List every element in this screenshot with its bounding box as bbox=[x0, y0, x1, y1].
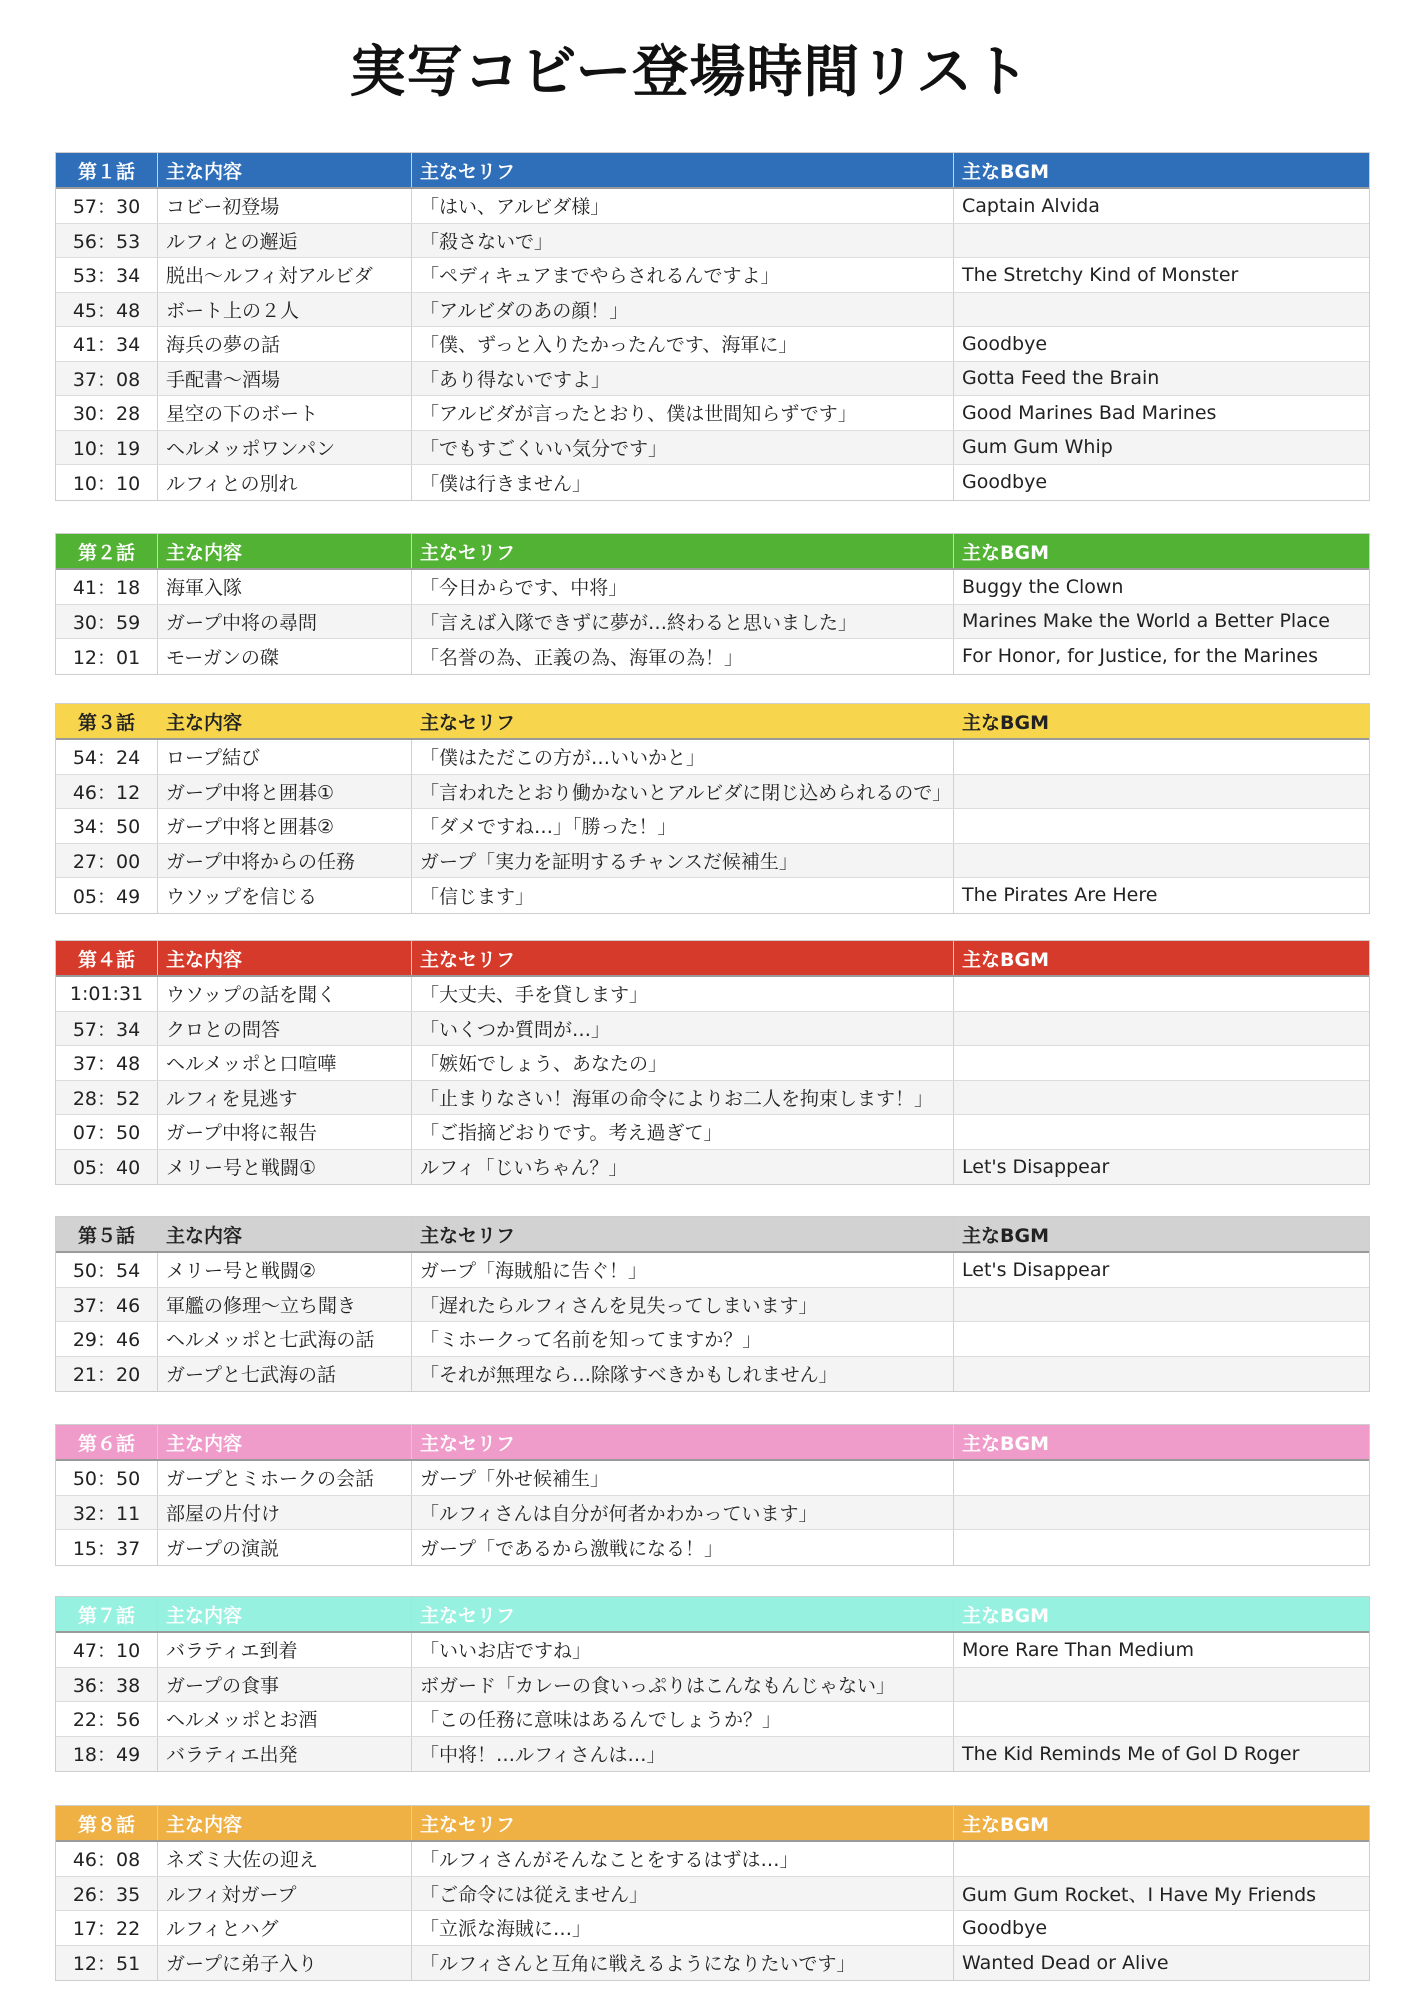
line-cell: 「ルフィさんと互角に戦えるようになりたいです」 bbox=[412, 1946, 954, 1981]
episode-label: 第３話 bbox=[56, 704, 158, 738]
time-cell: 12：51 bbox=[56, 1946, 158, 1981]
header-line: 主なセリフ bbox=[412, 1806, 954, 1840]
table-row bbox=[56, 1461, 1369, 1496]
bgm-cell: Captain Alvida bbox=[962, 194, 1100, 217]
bgm-cell bbox=[954, 775, 1369, 809]
bgm-cell bbox=[954, 1842, 1369, 1876]
bgm-cell: Gum Gum Rocket、I Have My Friends bbox=[962, 1883, 1317, 1906]
header-bgm: 主なBGM bbox=[962, 1224, 1049, 1247]
bgm-cell bbox=[954, 1357, 1369, 1392]
table-row bbox=[56, 977, 1369, 1012]
episode-table-2 bbox=[55, 533, 1370, 675]
bgm-cell bbox=[954, 809, 1369, 843]
time-cell: 28：52 bbox=[56, 1081, 158, 1115]
table-row bbox=[56, 431, 1369, 466]
time-cell: 41：18 bbox=[56, 570, 158, 604]
bgm-cell: The Kid Reminds Me of Gol D Roger bbox=[962, 1742, 1300, 1765]
header-line: 主なセリフ bbox=[412, 1597, 954, 1631]
table-header bbox=[56, 704, 1369, 740]
content-cell: ロープ結び bbox=[158, 740, 412, 774]
time-cell: 1:01:31 bbox=[56, 977, 158, 1011]
content-cell: ガープに弟子入り bbox=[158, 1946, 412, 1981]
time-cell: 32：11 bbox=[56, 1496, 158, 1530]
table-header bbox=[56, 1597, 1369, 1633]
content-cell: 星空の下のボート bbox=[158, 396, 412, 430]
bgm-cell bbox=[954, 1115, 1369, 1149]
table-row bbox=[56, 1702, 1369, 1737]
episode-table-4 bbox=[55, 940, 1370, 1185]
episode-table-6 bbox=[55, 1424, 1370, 1566]
table-row bbox=[56, 1012, 1369, 1047]
line-cell: 「いくつか質問が…」 bbox=[412, 1012, 954, 1046]
time-cell: 56：53 bbox=[56, 224, 158, 258]
header-content: 主な内容 bbox=[158, 1806, 412, 1840]
content-cell: ガープの食事 bbox=[158, 1668, 412, 1702]
time-cell: 07：50 bbox=[56, 1115, 158, 1149]
table-row bbox=[56, 1946, 1369, 1981]
content-cell: クロとの問答 bbox=[158, 1012, 412, 1046]
bgm-cell: Gum Gum Whip bbox=[962, 436, 1113, 459]
time-cell: 30：59 bbox=[56, 605, 158, 639]
bgm-cell: Let's Disappear bbox=[962, 1258, 1110, 1281]
header-content: 主な内容 bbox=[158, 1217, 412, 1251]
content-cell: 軍艦の修理〜立ち聞き bbox=[158, 1288, 412, 1322]
content-cell: 部屋の片付け bbox=[158, 1496, 412, 1530]
header-content: 主な内容 bbox=[158, 941, 412, 975]
content-cell: 海軍入隊 bbox=[158, 570, 412, 604]
header-line: 主なセリフ bbox=[412, 941, 954, 975]
table-row bbox=[56, 639, 1369, 674]
content-cell: ガープ中将と囲碁① bbox=[158, 775, 412, 809]
bgm-cell bbox=[954, 1461, 1369, 1495]
line-cell: ガープ「実力を証明するチャンスだ候補生」 bbox=[412, 844, 954, 878]
line-cell: 「僕、ずっと入りたかったんです、海軍に」 bbox=[412, 327, 954, 361]
line-cell: 「それが無理なら…除隊すべきかもしれません」 bbox=[412, 1357, 954, 1392]
time-cell: 22：56 bbox=[56, 1702, 158, 1736]
content-cell: バラティエ到着 bbox=[158, 1633, 412, 1667]
content-cell: ウソップを信じる bbox=[158, 878, 412, 913]
time-cell: 57：34 bbox=[56, 1012, 158, 1046]
content-cell: ルフィとの邂逅 bbox=[158, 224, 412, 258]
header-content: 主な内容 bbox=[158, 704, 412, 738]
time-cell: 46：08 bbox=[56, 1842, 158, 1876]
line-cell: 「立派な海賊に…」 bbox=[412, 1911, 954, 1945]
table-row bbox=[56, 1911, 1369, 1946]
content-cell: ヘルメッポと七武海の話 bbox=[158, 1322, 412, 1356]
header-bgm: 主なBGM bbox=[962, 541, 1049, 564]
header-bgm: 主なBGM bbox=[962, 1604, 1049, 1627]
episode-label: 第７話 bbox=[56, 1597, 158, 1631]
content-cell: 脱出〜ルフィ対アルビダ bbox=[158, 258, 412, 292]
time-cell: 37：46 bbox=[56, 1288, 158, 1322]
line-cell: ガープ「外せ候補生」 bbox=[412, 1461, 954, 1495]
table-row bbox=[56, 1842, 1369, 1877]
table-header bbox=[56, 1425, 1369, 1461]
time-cell: 18：49 bbox=[56, 1737, 158, 1772]
table-row bbox=[56, 1081, 1369, 1116]
header-bgm: 主なBGM bbox=[962, 711, 1049, 734]
bgm-cell: Good Marines Bad Marines bbox=[962, 401, 1217, 424]
bgm-cell: Goodbye bbox=[962, 332, 1048, 355]
content-cell: ルフィとの別れ bbox=[158, 465, 412, 500]
content-cell: ネズミ大佐の迎え bbox=[158, 1842, 412, 1876]
table-row bbox=[56, 258, 1369, 293]
time-cell: 30：28 bbox=[56, 396, 158, 430]
time-cell: 37：08 bbox=[56, 362, 158, 396]
content-cell: ボート上の２人 bbox=[158, 293, 412, 327]
line-cell: 「僕は行きません」 bbox=[412, 465, 954, 500]
line-cell: 「嫉妬でしょう、あなたの」 bbox=[412, 1046, 954, 1080]
bgm-cell: Wanted Dead or Alive bbox=[962, 1951, 1169, 1974]
time-cell: 46：12 bbox=[56, 775, 158, 809]
table-row bbox=[56, 1288, 1369, 1323]
table-row bbox=[56, 740, 1369, 775]
line-cell: 「今日からです、中将」 bbox=[412, 570, 954, 604]
bgm-cell bbox=[954, 293, 1369, 327]
table-header bbox=[56, 1217, 1369, 1253]
bgm-cell bbox=[954, 844, 1369, 878]
content-cell: ヘルメッポワンパン bbox=[158, 431, 412, 465]
content-cell: ガープ中将と囲碁② bbox=[158, 809, 412, 843]
line-cell: 「この任務に意味はあるんでしょうか？」 bbox=[412, 1702, 954, 1736]
bgm-cell: Gotta Feed the Brain bbox=[962, 367, 1160, 390]
line-cell: 「あり得ないですよ」 bbox=[412, 362, 954, 396]
episode-label: 第１話 bbox=[56, 153, 158, 187]
table-row bbox=[56, 1668, 1369, 1703]
bgm-cell: Buggy the Clown bbox=[962, 575, 1124, 598]
line-cell: 「ペディキュアまでやらされるんですよ」 bbox=[412, 258, 954, 292]
table-row bbox=[56, 605, 1369, 640]
bgm-cell bbox=[954, 224, 1369, 258]
content-cell: ヘルメッポとお酒 bbox=[158, 1702, 412, 1736]
bgm-cell bbox=[954, 977, 1369, 1011]
content-cell: ガープ中将に報告 bbox=[158, 1115, 412, 1149]
line-cell: ルフィ「じいちゃん？」 bbox=[412, 1150, 954, 1185]
bgm-cell: Goodbye bbox=[962, 1916, 1048, 1939]
table-header bbox=[56, 941, 1369, 977]
table-row bbox=[56, 1357, 1369, 1392]
line-cell: 「でもすごくいい気分です」 bbox=[412, 431, 954, 465]
bgm-cell bbox=[954, 1046, 1369, 1080]
table-row bbox=[56, 465, 1369, 500]
bgm-cell: Goodbye bbox=[962, 471, 1048, 494]
line-cell: 「信じます」 bbox=[412, 878, 954, 913]
bgm-cell bbox=[954, 1668, 1369, 1702]
line-cell: 「名誉の為、正義の為、海軍の為！」 bbox=[412, 639, 954, 674]
line-cell: 「言われたとおり働かないとアルビダに閉じ込められるので」 bbox=[412, 775, 954, 809]
content-cell: ヘルメッポと口喧嘩 bbox=[158, 1046, 412, 1080]
line-cell: 「僕はただこの方が…いいかと」 bbox=[412, 740, 954, 774]
line-cell: 「ご指摘どおりです。考え過ぎて」 bbox=[412, 1115, 954, 1149]
bgm-cell: For Honor, for Justice, for the Marines bbox=[962, 645, 1318, 668]
table-row bbox=[56, 1322, 1369, 1357]
episode-table-1 bbox=[55, 152, 1370, 501]
table-row bbox=[56, 809, 1369, 844]
content-cell: ルフィとハグ bbox=[158, 1911, 412, 1945]
time-cell: 10：10 bbox=[56, 465, 158, 500]
content-cell: コビー初登場 bbox=[158, 189, 412, 223]
time-cell: 50：50 bbox=[56, 1461, 158, 1495]
bgm-cell: The Pirates Are Here bbox=[962, 884, 1158, 907]
content-cell: 手配書〜酒場 bbox=[158, 362, 412, 396]
table-header bbox=[56, 153, 1369, 189]
time-cell: 57：30 bbox=[56, 189, 158, 223]
content-cell: ガープの演説 bbox=[158, 1530, 412, 1565]
line-cell: 「アルビダが言ったとおり、僕は世間知らずです」 bbox=[412, 396, 954, 430]
table-row bbox=[56, 396, 1369, 431]
episode-label: 第５話 bbox=[56, 1217, 158, 1251]
line-cell: 「ダメですね…」「勝った！」 bbox=[412, 809, 954, 843]
time-cell: 15：37 bbox=[56, 1530, 158, 1565]
bgm-cell bbox=[954, 1530, 1369, 1565]
content-cell: ガープ中将の尋問 bbox=[158, 605, 412, 639]
table-row bbox=[56, 327, 1369, 362]
line-cell: 「ご命令には従えません」 bbox=[412, 1877, 954, 1911]
line-cell: 「アルビダのあの顔！」 bbox=[412, 293, 954, 327]
bgm-cell: The Stretchy Kind of Monster bbox=[962, 263, 1239, 286]
time-cell: 27：00 bbox=[56, 844, 158, 878]
content-cell: メリー号と戦闘② bbox=[158, 1253, 412, 1287]
content-cell: 海兵の夢の話 bbox=[158, 327, 412, 361]
header-content: 主な内容 bbox=[158, 153, 412, 187]
episode-label: 第８話 bbox=[56, 1806, 158, 1840]
time-cell: 05：49 bbox=[56, 878, 158, 913]
content-cell: ガープとミホークの会話 bbox=[158, 1461, 412, 1495]
line-cell: ボガード「カレーの食いっぷりはこんなもんじゃない」 bbox=[412, 1668, 954, 1702]
time-cell: 36：38 bbox=[56, 1668, 158, 1702]
table-row bbox=[56, 1150, 1369, 1185]
line-cell: 「ミホークって名前を知ってますか？」 bbox=[412, 1322, 954, 1356]
bgm-cell: Marines Make the World a Better Place bbox=[962, 610, 1330, 633]
line-cell: 「言えば入隊できずに夢が…終わると思いました」 bbox=[412, 605, 954, 639]
header-line: 主なセリフ bbox=[412, 1217, 954, 1251]
time-cell: 45：48 bbox=[56, 293, 158, 327]
content-cell: メリー号と戦闘① bbox=[158, 1150, 412, 1185]
table-row bbox=[56, 878, 1369, 913]
episode-label: 第６話 bbox=[56, 1425, 158, 1459]
time-cell: 29：46 bbox=[56, 1322, 158, 1356]
table-row bbox=[56, 1633, 1369, 1668]
content-cell: ガープと七武海の話 bbox=[158, 1357, 412, 1392]
line-cell: ガープ「であるから激戦になる！」 bbox=[412, 1530, 954, 1565]
line-cell: ガープ「海賊船に告ぐ！」 bbox=[412, 1253, 954, 1287]
header-bgm: 主なBGM bbox=[962, 948, 1049, 971]
time-cell: 54：24 bbox=[56, 740, 158, 774]
time-cell: 17：22 bbox=[56, 1911, 158, 1945]
bgm-cell: Let's Disappear bbox=[962, 1155, 1110, 1178]
table-row bbox=[56, 570, 1369, 605]
table-row bbox=[56, 844, 1369, 879]
table-row bbox=[56, 1046, 1369, 1081]
table-row bbox=[56, 1115, 1369, 1150]
header-content: 主な内容 bbox=[158, 534, 412, 568]
table-row bbox=[56, 1253, 1369, 1288]
table-row bbox=[56, 189, 1369, 224]
time-cell: 10：19 bbox=[56, 431, 158, 465]
line-cell: 「殺さないで」 bbox=[412, 224, 954, 258]
content-cell: ガープ中将からの任務 bbox=[158, 844, 412, 878]
time-cell: 34：50 bbox=[56, 809, 158, 843]
bgm-cell bbox=[954, 740, 1369, 774]
content-cell: ルフィ対ガープ bbox=[158, 1877, 412, 1911]
header-content: 主な内容 bbox=[158, 1425, 412, 1459]
bgm-cell: More Rare Than Medium bbox=[962, 1638, 1195, 1661]
table-row bbox=[56, 1530, 1369, 1565]
bgm-cell bbox=[954, 1012, 1369, 1046]
episode-table-3 bbox=[55, 703, 1370, 914]
time-cell: 50：54 bbox=[56, 1253, 158, 1287]
content-cell: ウソップの話を聞く bbox=[158, 977, 412, 1011]
header-bgm: 主なBGM bbox=[962, 1432, 1049, 1455]
time-cell: 37：48 bbox=[56, 1046, 158, 1080]
line-cell: 「中将！…ルフィさんは…」 bbox=[412, 1737, 954, 1772]
line-cell: 「はい、アルビダ様」 bbox=[412, 189, 954, 223]
bgm-cell bbox=[954, 1496, 1369, 1530]
table-row bbox=[56, 293, 1369, 328]
episode-label: 第２話 bbox=[56, 534, 158, 568]
table-header bbox=[56, 534, 1369, 570]
time-cell: 41：34 bbox=[56, 327, 158, 361]
content-cell: モーガンの磔 bbox=[158, 639, 412, 674]
header-line: 主なセリフ bbox=[412, 1425, 954, 1459]
bgm-cell bbox=[954, 1702, 1369, 1736]
line-cell: 「遅れたらルフィさんを見失ってしまいます」 bbox=[412, 1288, 954, 1322]
time-cell: 12：01 bbox=[56, 639, 158, 674]
header-content: 主な内容 bbox=[158, 1597, 412, 1631]
line-cell: 「ルフィさんは自分が何者かわかっています」 bbox=[412, 1496, 954, 1530]
time-cell: 53：34 bbox=[56, 258, 158, 292]
line-cell: 「ルフィさんがそんなことをするはずは…」 bbox=[412, 1842, 954, 1876]
table-header bbox=[56, 1806, 1369, 1842]
content-cell: ルフィを見逃す bbox=[158, 1081, 412, 1115]
table-row bbox=[56, 1877, 1369, 1912]
page-title: 実写コビー登場時間リスト bbox=[349, 40, 1031, 105]
header-bgm: 主なBGM bbox=[962, 160, 1049, 183]
table-row bbox=[56, 1737, 1369, 1772]
table-row bbox=[56, 362, 1369, 397]
episode-table-7 bbox=[55, 1596, 1370, 1772]
time-cell: 26：35 bbox=[56, 1877, 158, 1911]
time-cell: 05：40 bbox=[56, 1150, 158, 1185]
table-row bbox=[56, 1496, 1369, 1531]
bgm-cell bbox=[954, 1081, 1369, 1115]
content-cell: バラティエ出発 bbox=[158, 1737, 412, 1772]
header-line: 主なセリフ bbox=[412, 534, 954, 568]
table-row bbox=[56, 224, 1369, 259]
episode-table-5 bbox=[55, 1216, 1370, 1392]
episode-label: 第４話 bbox=[56, 941, 158, 975]
episode-table-8 bbox=[55, 1805, 1370, 1981]
header-line: 主なセリフ bbox=[412, 153, 954, 187]
bgm-cell bbox=[954, 1322, 1369, 1356]
bgm-cell bbox=[954, 1288, 1369, 1322]
line-cell: 「大丈夫、手を貸します」 bbox=[412, 977, 954, 1011]
line-cell: 「止まりなさい！海軍の命令によりお二人を拘束します！」 bbox=[412, 1081, 954, 1115]
line-cell: 「いいお店ですね」 bbox=[412, 1633, 954, 1667]
header-bgm: 主なBGM bbox=[962, 1813, 1049, 1836]
time-cell: 21：20 bbox=[56, 1357, 158, 1392]
header-line: 主なセリフ bbox=[412, 704, 954, 738]
table-row bbox=[56, 775, 1369, 810]
time-cell: 47：10 bbox=[56, 1633, 158, 1667]
